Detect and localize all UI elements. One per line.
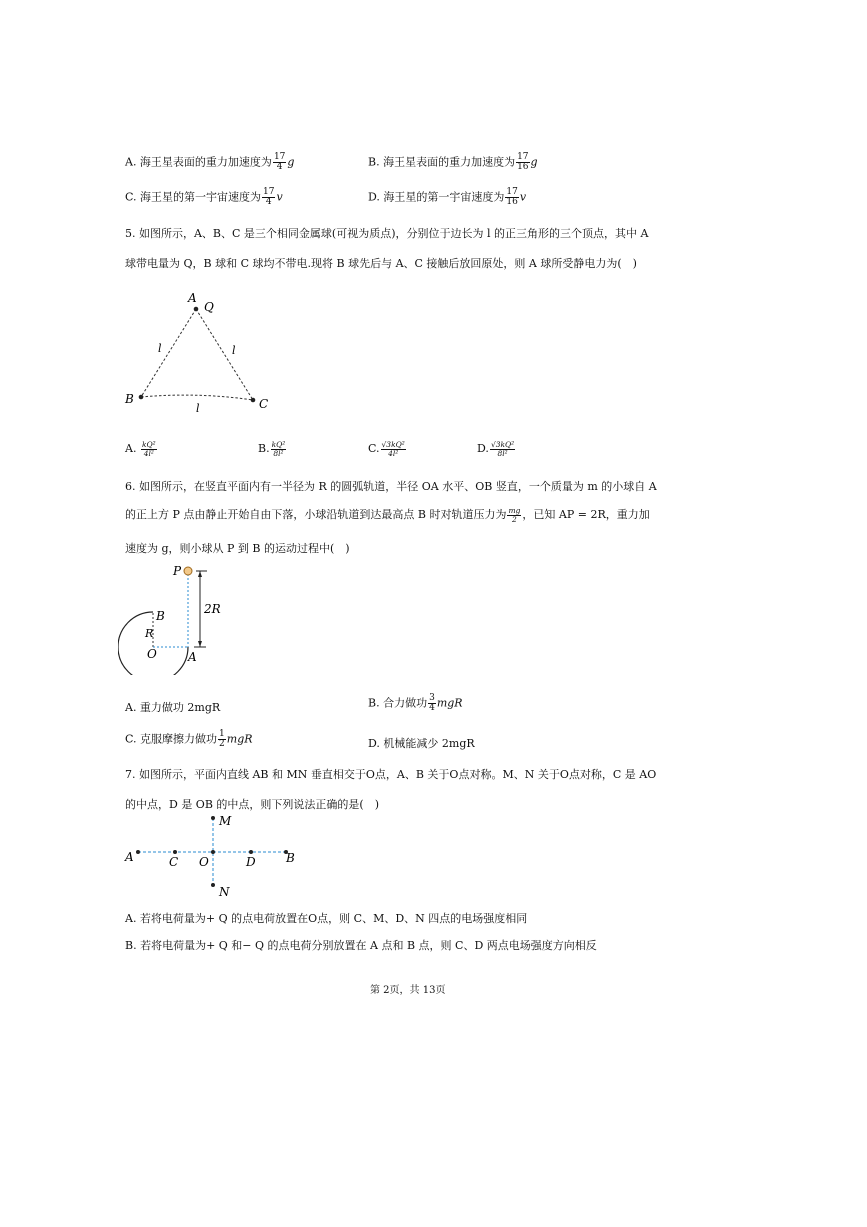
label-a: A — [188, 291, 197, 305]
label-l-left: l — [158, 342, 162, 355]
point-m — [211, 816, 215, 820]
q4-option-c: C. 海王星的第一宇宙速度为 $\frac{17}{4}$ v — [125, 187, 283, 207]
label-r: R — [145, 627, 154, 640]
ball-p — [184, 567, 192, 575]
point-a — [194, 307, 199, 312]
label-n: N — [219, 885, 230, 898]
q6-stem-line3: 速度为 g，则小球从 P 到 B 的运动过程中( ) — [125, 542, 350, 555]
label-b: B — [156, 609, 165, 623]
point-n — [211, 883, 215, 887]
point-o — [211, 850, 215, 854]
q4-option-a: A. 海王星表面的重力加速度为 $\frac{17}{4}$ g — [125, 152, 295, 172]
q5-triangle-figure — [118, 288, 278, 418]
point-c — [251, 398, 256, 403]
label-a: A — [125, 850, 134, 864]
q6-track-figure — [118, 560, 228, 675]
q5-stem-line1: 5. 如图所示，A、B、C 是三个相同金属球(可视为质点)，分别位于边长为 l 的正三角形的三个顶点，其中 A — [125, 227, 649, 240]
dim-arrow-bottom — [198, 641, 202, 647]
q4-option-b: B. 海王星表面的重力加速度为 $\frac{17}{16}$ g — [368, 152, 538, 172]
q5-option-b: B. $\frac{\text{kQ²}}{\text{8l²}}$ — [258, 440, 286, 458]
label-o: O — [199, 855, 209, 869]
label-d: D — [246, 855, 256, 869]
label-p: P — [173, 564, 182, 578]
label-c: C — [259, 397, 269, 411]
label-b: B — [125, 392, 134, 406]
q5-stem-line2: 球带电量为 Q，B 球和 C 球均不带电.现将 B 球先后与 A、C 接触后放回原处，则 A 球所受静电力为( ) — [125, 257, 637, 270]
point-a — [136, 850, 140, 854]
q7-stem-line2: 的中点，D 是 OB 的中点，则下列说法正确的是( ) — [125, 798, 379, 811]
label-a: A — [188, 650, 197, 664]
q6-option-d: D. 机械能减少 2mgR — [368, 737, 475, 750]
point-b — [139, 395, 144, 400]
q6-stem-line1: 6. 如图所示，在竖直平面内有一半径为 R 的圆弧轨道，半径 OA 水平、OB 竖直，一个质量为 m 的小球自 A — [125, 480, 657, 493]
label-c: C — [169, 855, 179, 869]
side-bc — [141, 395, 253, 400]
q7-line-figure — [118, 810, 318, 898]
q4-option-d: D. 海王星的第一宇宙速度为 $\frac{17}{16}$ v — [368, 187, 527, 207]
label-m: M — [219, 814, 232, 828]
side-ac — [196, 309, 253, 400]
q6-stem-line2: 的正上方 P 点由静止开始自由下落，小球沿轨道到达最高点 B 时对轨道压力为 $\frac{mg}{2}$ ，已知 AP = 2R，重力加 — [125, 506, 650, 524]
label-l-right: l — [232, 344, 236, 357]
q5-option-c: C. $\frac{\text{√3kQ²}}{\text{4l²}}$ — [368, 440, 405, 458]
q7-option-a: A. 若将电荷量为+ Q 的点电荷放置在O点，则 C、M、D、N 四点的电场强度相同 — [125, 912, 528, 925]
point-c — [173, 850, 177, 854]
q6-option-a: A. 重力做功 2mgR — [125, 701, 221, 714]
side-ab — [141, 309, 196, 397]
label-b: B — [286, 851, 295, 865]
label-q: Q — [204, 300, 214, 314]
q6-option-b: B. 合力做功 $\frac{3}{4}$ mgR — [368, 693, 463, 713]
label-l-bottom: l — [196, 402, 200, 415]
q7-stem-line1: 7. 如图所示，平面内直线 AB 和 MN 垂直相交于O点，A、B 关于O点对称。M、N 关于O点对称，C 是 AO — [125, 768, 657, 781]
q5-option-a: A. $\frac{\text{kQ²}}{\text{4l²}}$ — [125, 440, 156, 458]
point-d — [249, 850, 253, 854]
label-2r: 2R — [204, 602, 221, 616]
q7-option-b: B. 若将电荷量为+ Q 和− Q 的点电荷分别放置在 A 点和 B 点，则 C、D 两点电场强度方向相反 — [125, 939, 597, 952]
label-o: O — [147, 647, 157, 661]
dim-arrow-top — [198, 571, 202, 577]
q6-option-c: C. 克服摩擦力做功 $\frac{1}{2}$ mgR — [125, 729, 253, 749]
q5-option-d: D. $\frac{\text{√3kQ²}}{\text{8l²}}$ — [477, 440, 515, 458]
page-footer: 第 2页，共 13页 — [370, 985, 446, 996]
